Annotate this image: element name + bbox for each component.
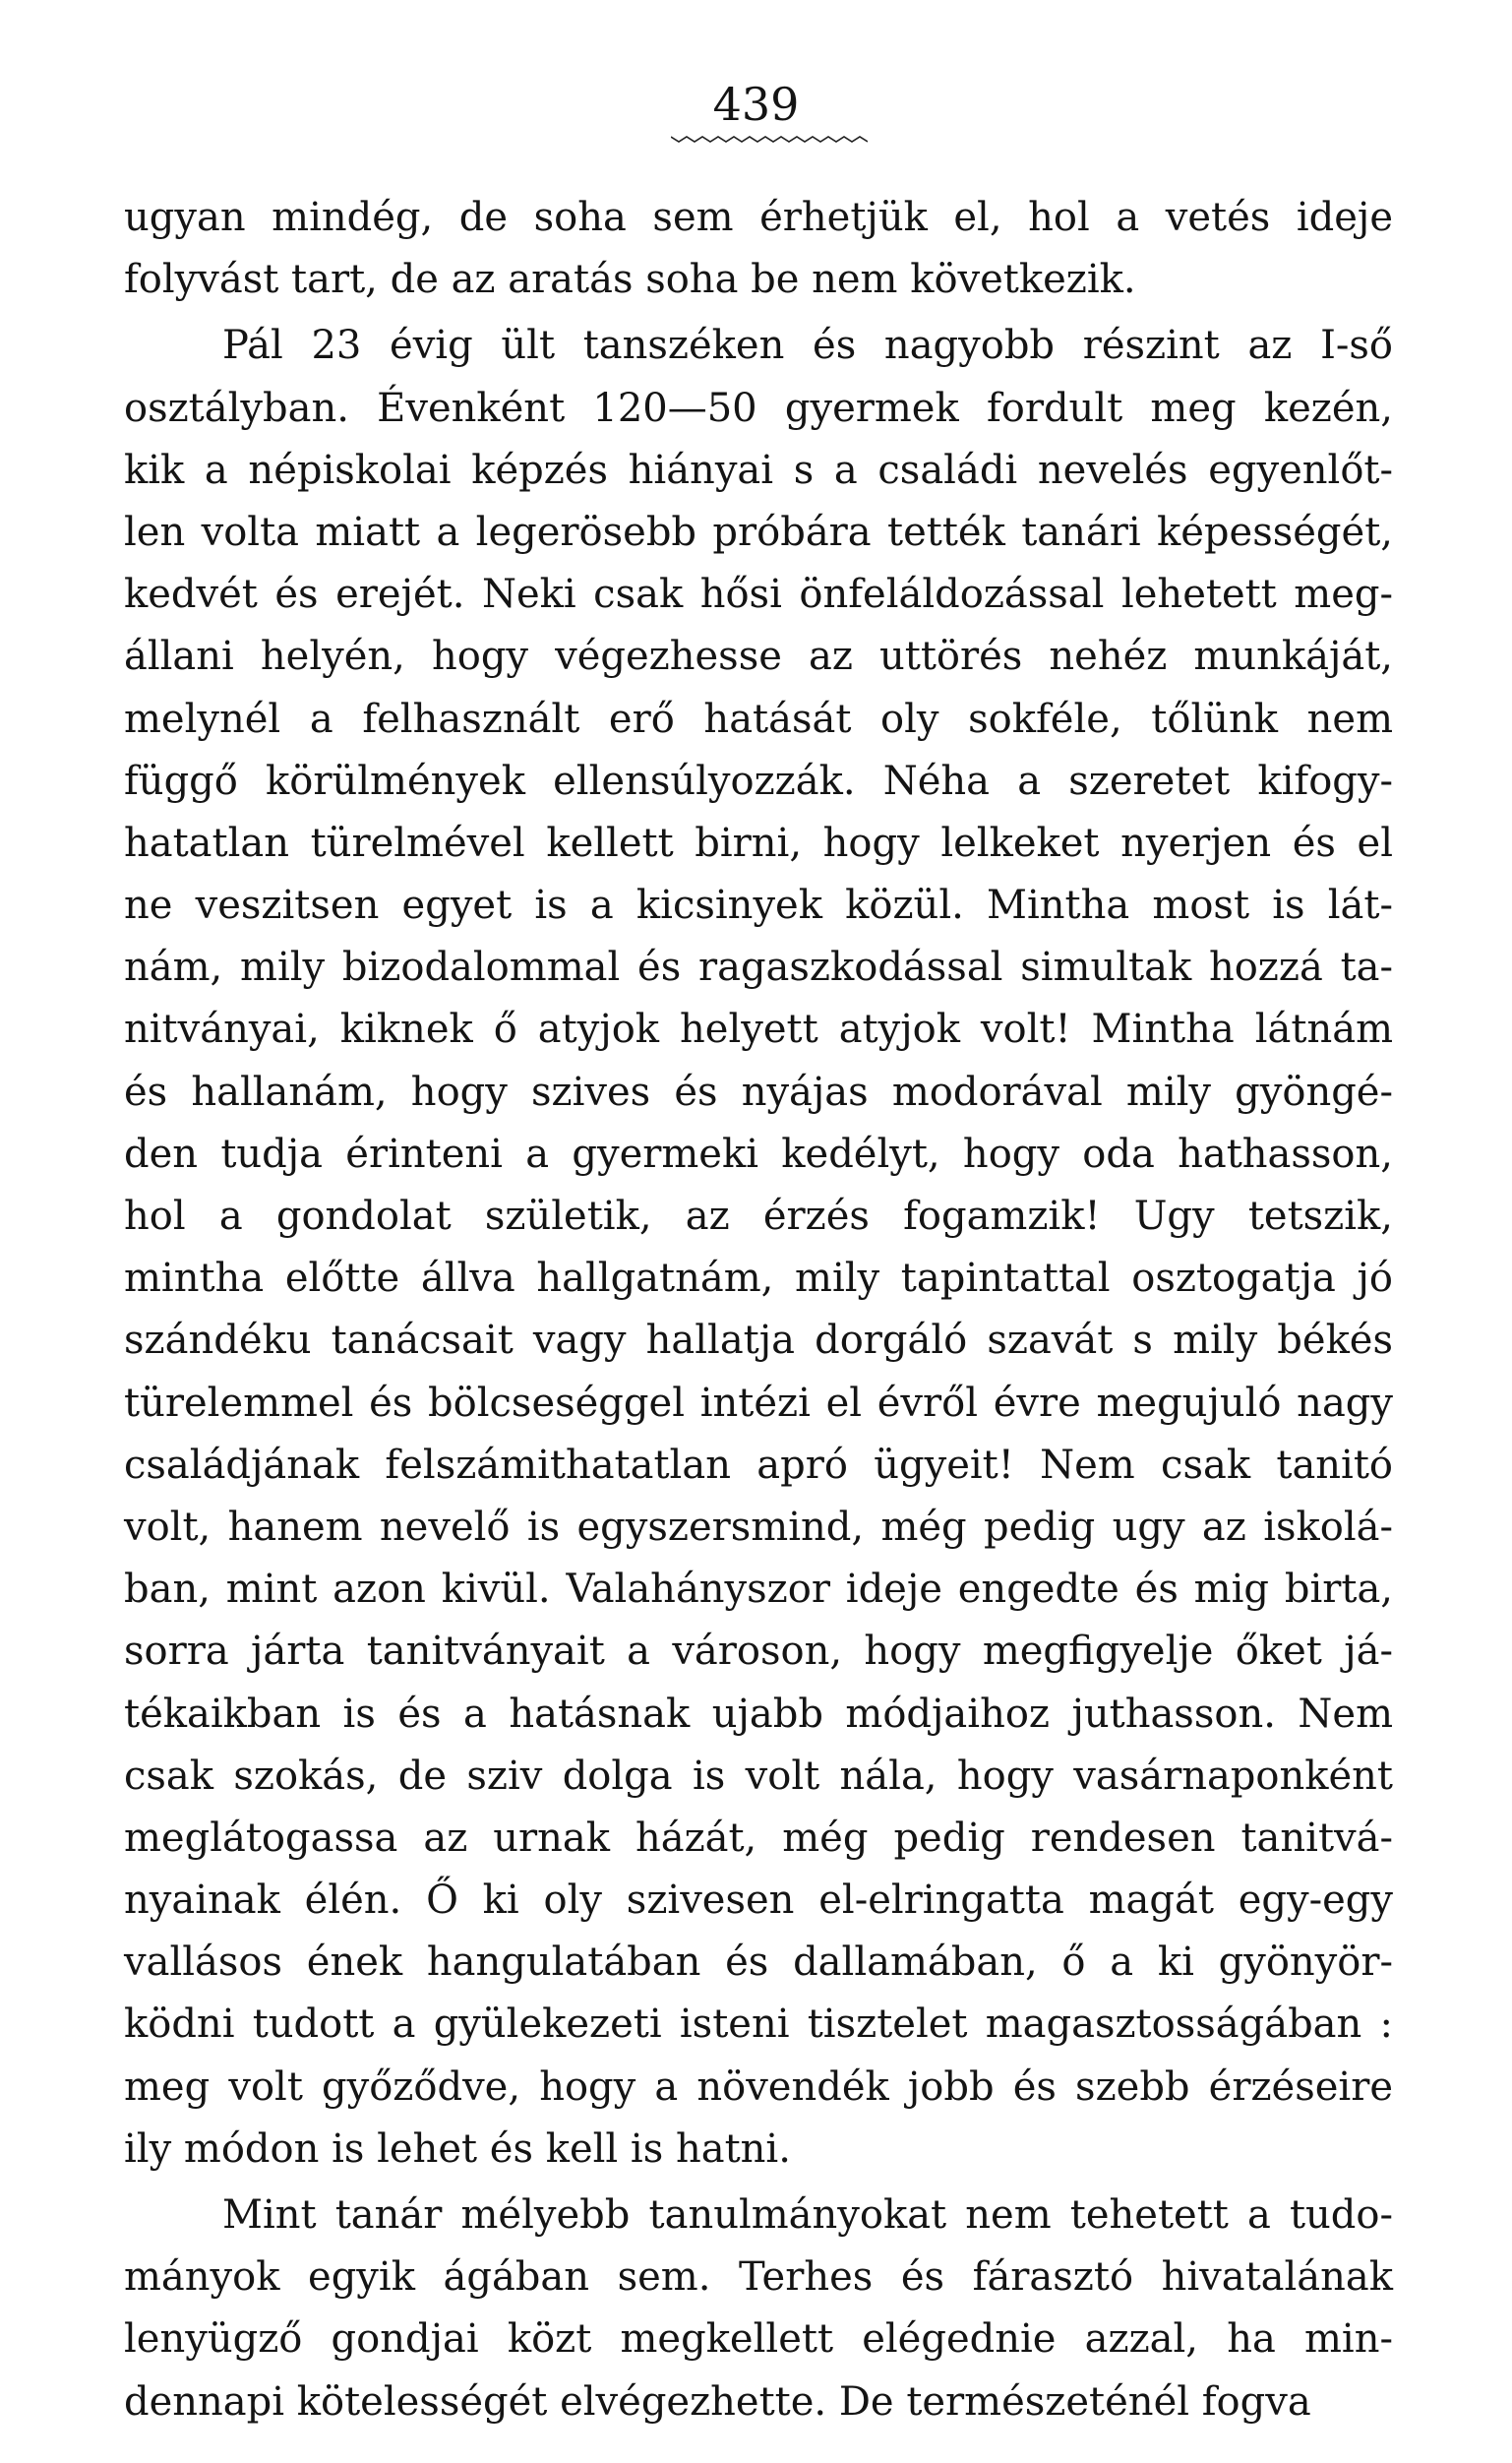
text-line: és hallanám, hogy szives és nyájas modorával mily gyöngé-	[124, 1069, 1393, 1115]
text-line: ban, mint azon kivül. Valahányszor ideje engedte és mig birta,	[124, 1567, 1393, 1613]
text-line: állani helyén, hogy végezhesse az uttörés nehéz munkáját,	[124, 634, 1393, 680]
text-line: Mint tanár mélyebb tanulmányokat nem tehetett a tudo-	[222, 2192, 1393, 2238]
text-line: türelemmel és bölcseséggel intézi el évről évre megujuló nagy	[124, 1380, 1393, 1426]
text-line: ne veszitsen egyet is a kicsinyek közül. Mintha most is lát-	[124, 883, 1393, 929]
text-line: kedvét és erejét. Neki csak hősi önfeláldozással lehetett meg-	[124, 572, 1393, 618]
text-line: nitványai, kiknek ő atyjok helyett atyjok volt! Mintha látnám	[124, 1007, 1393, 1053]
body-text	[124, 187, 1393, 2433]
page-number: 439	[712, 78, 800, 131]
text-line: nyainak élén. Ő ki oly szivesen el-elringatta magát egy-egy	[124, 1878, 1393, 1924]
text-line: kik a népiskolai képzés hiányai s a családi nevelés egyenlőt-	[124, 447, 1393, 493]
text-line: mintha előtte állva hallgatnám, mily tapintattal osztogatja jó	[124, 1256, 1393, 1302]
text-line: hol a gondolat születik, az érzés fogamzik! Ugy tetszik,	[124, 1194, 1393, 1239]
text-line: nám, mily bizodalommal és ragaszkodással simultak hozzá ta-	[124, 945, 1393, 991]
text-line: dennapi kötelességét elvégezhette. De természeténél fogva	[124, 2378, 1311, 2425]
page-number-ornament	[671, 134, 868, 144]
text-line: mányok egyik ágában sem. Terhes és fárasztó hivatalának	[124, 2254, 1393, 2301]
text-line: meglátogassa az urnak házát, még pedig rendesen tanitvá-	[124, 1815, 1393, 1861]
text-line: Pál 23 évig ült tanszéken és nagyobb részint az I-ső	[222, 323, 1393, 369]
text-line: vallásos ének hangulatában és dallamában, ő a ki gyönyör-	[124, 1940, 1393, 1986]
text-line: ködni tudott a gyülekezeti isteni tisztelet magasztosságában :	[124, 2001, 1393, 2048]
text-line: függő körülmények ellensúlyozzák. Néha a szeretet kifogy-	[124, 758, 1393, 804]
text-line: den tudja érinteni a gyermeki kedélyt, hogy oda hathasson,	[124, 1131, 1393, 1177]
text-line: családjának felszámithatatlan apró ügyeit! Nem csak tanitó	[124, 1442, 1393, 1488]
text-line: osztályban. Évenként 120—50 gyermek fordult meg kezén,	[124, 385, 1393, 431]
text-line: folyvást tart, de az aratás soha be nem következik.	[124, 257, 1136, 303]
text-line: sorra járta tanitványait a városon, hogy megfigyelje őket já-	[124, 1629, 1393, 1675]
text-line: ily módon is lehet és kell is hatni.	[124, 2125, 791, 2172]
text-line: ugyan mindég, de soha sem érhetjük el, hol a vetés ideje	[124, 195, 1393, 240]
text-line: tékaikban is és a hatásnak ujabb módjaihoz juthasson. Nem	[124, 1691, 1393, 1737]
text-line: melynél a felhasznált erő hatását oly sokféle, tőlünk nem	[124, 696, 1393, 742]
text-line: len volta miatt a legerösebb próbára tették tanári képességét,	[124, 509, 1393, 555]
text-line: csak szokás, de sziv dolga is volt nála, hogy vasárnaponként	[124, 1753, 1393, 1799]
text-line: hatatlan türelmével kellett birni, hogy lelkeket nyerjen és el	[124, 820, 1393, 866]
text-line: lenyügző gondjai közt megkellett elégednie azzal, ha min-	[124, 2316, 1393, 2363]
text-line: meg volt győződve, hogy a növendék jobb és szebb érzéseire	[124, 2063, 1393, 2110]
text-line: szándéku tanácsait vagy hallatja dorgáló szavát s mily békés	[124, 1318, 1393, 1364]
text-line: volt, hanem nevelő is egyszersmind, még pedig ugy az iskolá-	[124, 1504, 1393, 1550]
